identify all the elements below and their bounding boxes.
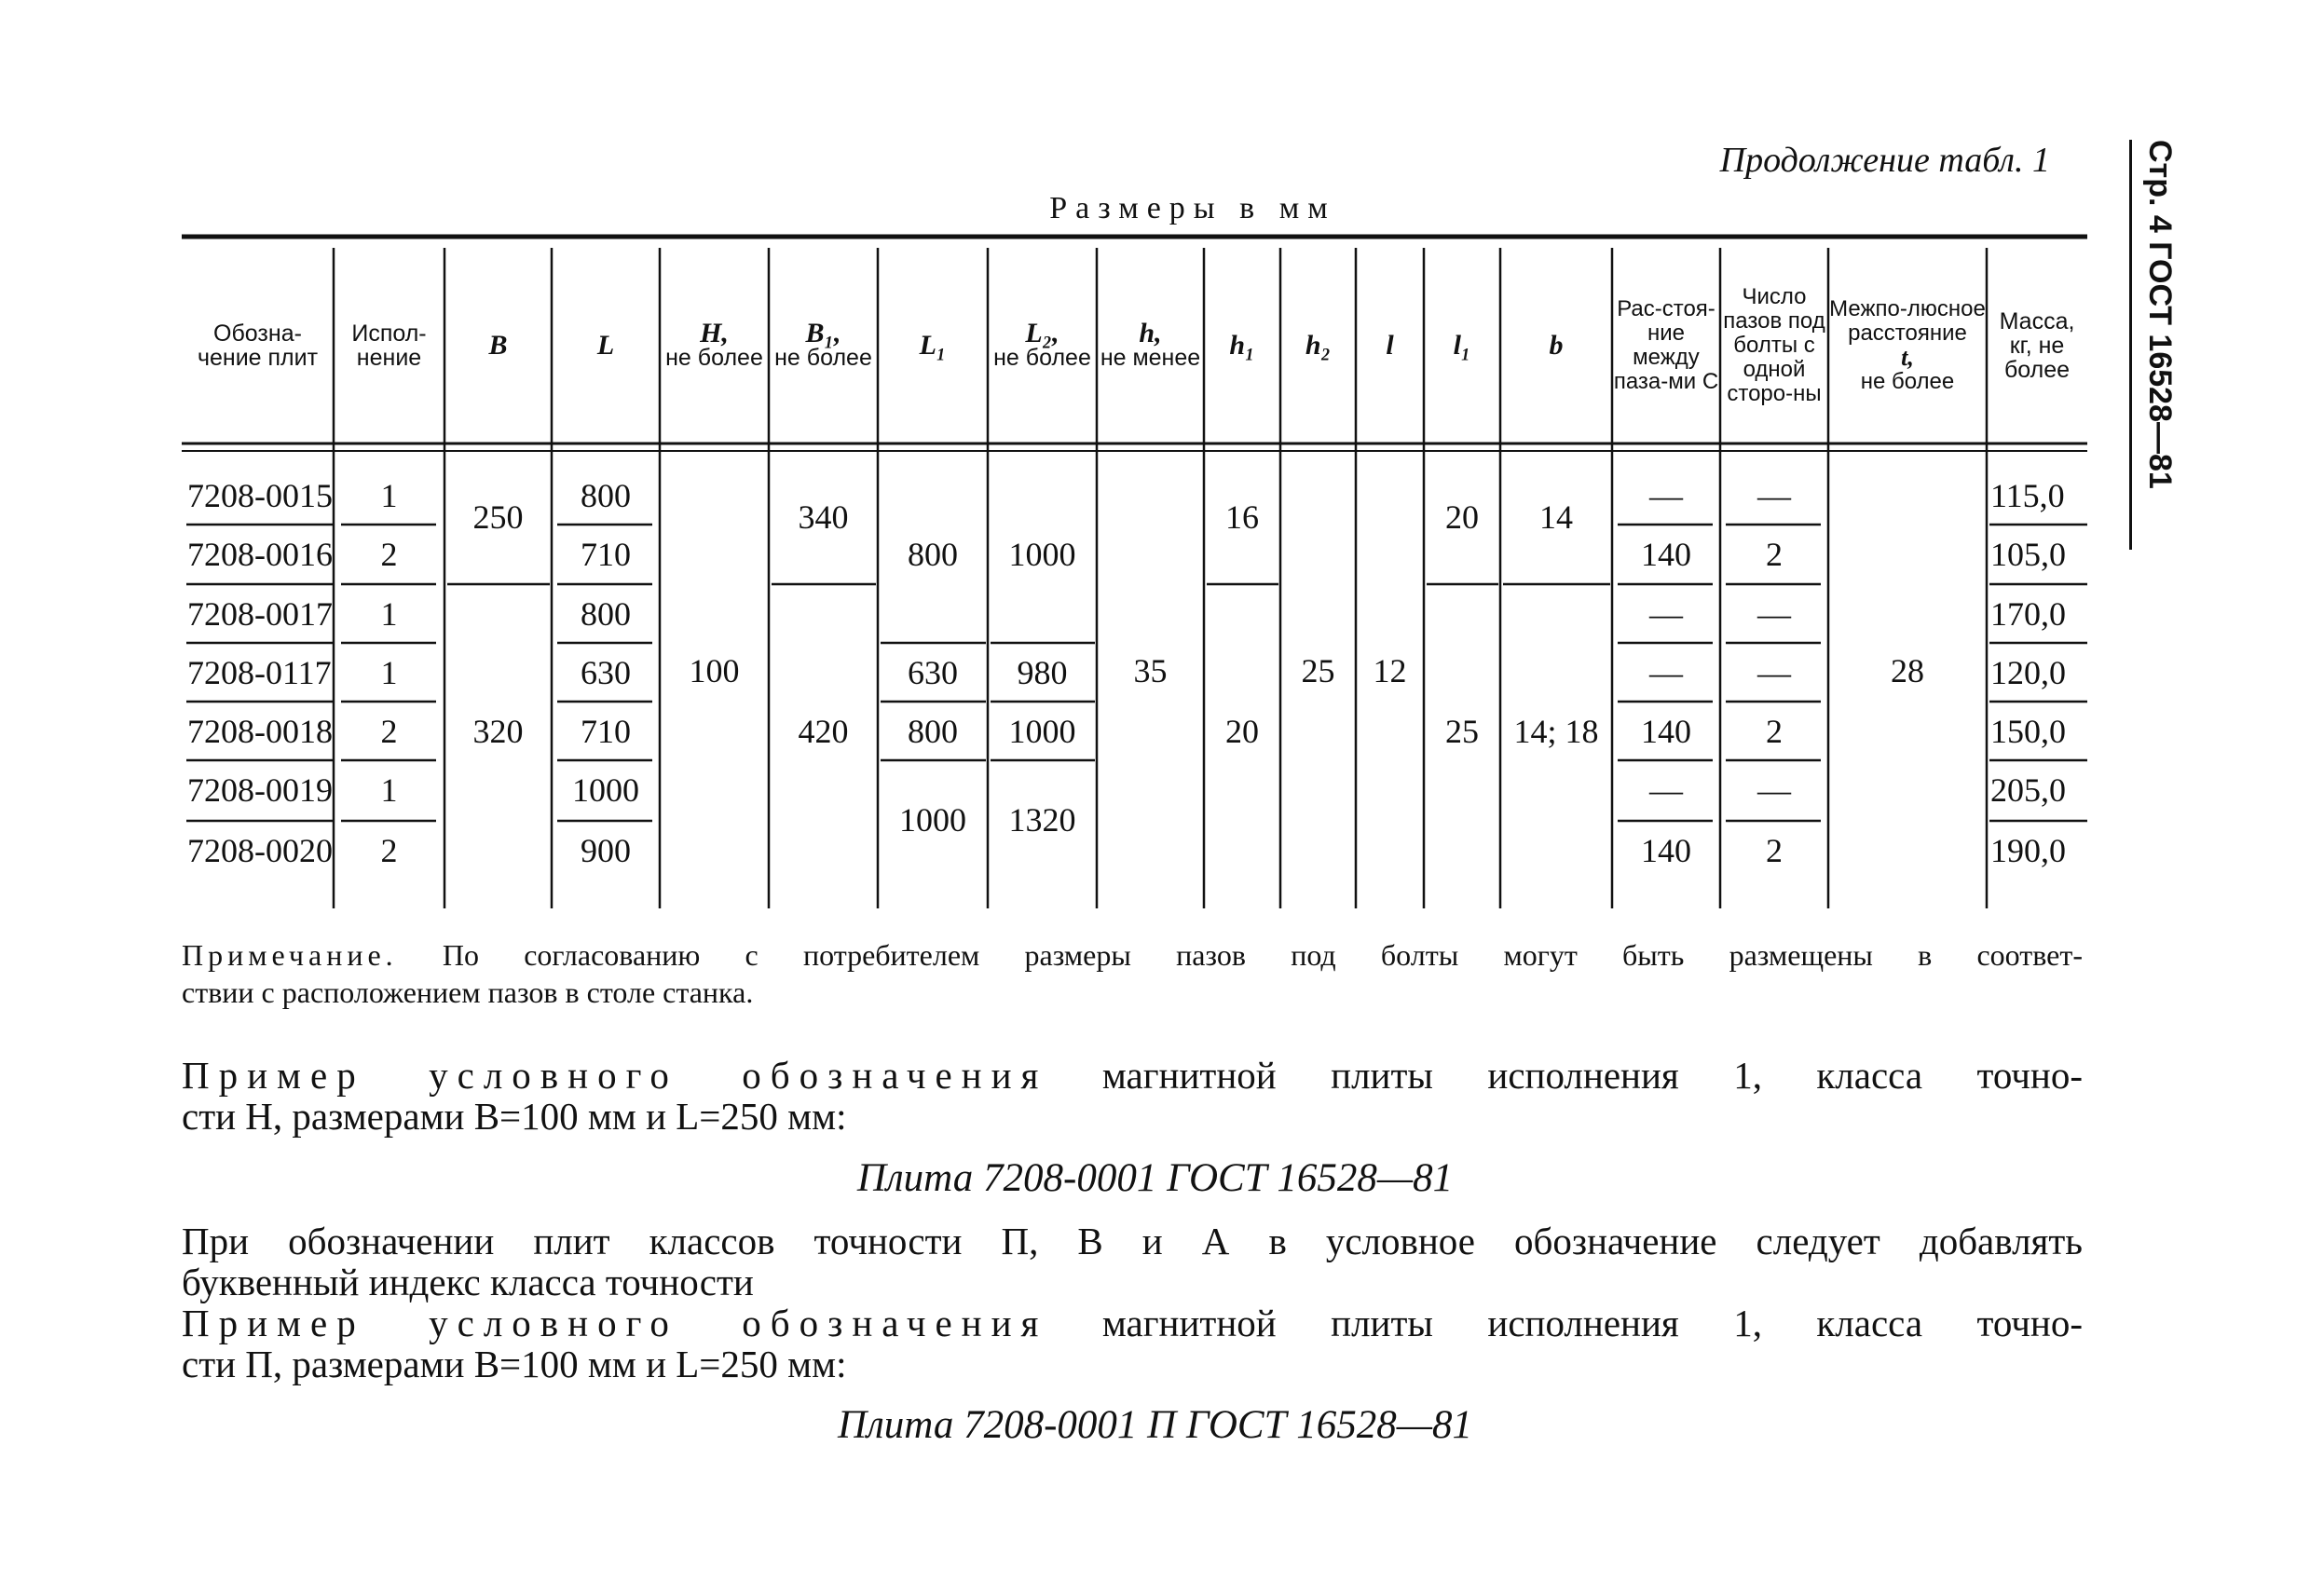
cell-slot-count: 2 (1766, 712, 1783, 750)
header-l (1356, 248, 1424, 443)
example-1-lead: Пример условного обозначения (182, 1054, 1048, 1097)
class-index-line-1: При обозначении плит классов точности П, В и А в условное обозначение следует добавлять (182, 1220, 2083, 1262)
cell-version: 2 (380, 831, 398, 869)
cell-B-250: 250 (472, 498, 524, 536)
cell-L2-a: 1000 (1008, 536, 1076, 573)
header-L2 (988, 248, 1097, 443)
header-B-symbol: B (488, 330, 508, 361)
cell-L: 800 (581, 594, 631, 633)
header-L1 (878, 248, 988, 443)
header-B1 (769, 248, 878, 443)
header-l1 (1424, 248, 1500, 443)
example-1-paragraph (182, 1055, 2083, 1137)
header-l-symbol: l (1386, 330, 1394, 361)
header-h1-symbol: h₁ (1229, 330, 1255, 361)
header-H-symbol: H, (700, 318, 729, 348)
cell-slot-distance: 140 (1641, 535, 1691, 573)
cell-L2-b: 980 (1017, 653, 1068, 691)
cell-L: 800 (581, 476, 631, 514)
cell-slot-count: 2 (1766, 831, 1783, 869)
cell-L2-c: 1000 (1008, 712, 1076, 750)
header-slot-count: Число пазов под болты с одной сторо-ны (1723, 284, 1825, 406)
header-L2-text: не более (993, 345, 1091, 371)
cell-designation: 7208-0015 (187, 476, 333, 514)
cell-h2: 25 (1301, 652, 1335, 689)
cell-designation: 7208-0017 (187, 594, 333, 633)
cell-slot-distance: 140 (1641, 712, 1691, 750)
cell-version: 2 (380, 712, 398, 750)
cell-slot-distance: — (1649, 653, 1683, 691)
header-B1-text: не более (774, 345, 872, 371)
example-2-designation: Плита 7208-0001 П ГОСТ 16528—81 (837, 1403, 1473, 1447)
cell-H: 100 (689, 652, 740, 689)
example-2-paragraph (182, 1303, 2083, 1385)
cell-designation: 7208-0020 (187, 831, 333, 869)
header-B1-symbol: B₁, (805, 318, 841, 348)
header-b (1500, 248, 1612, 443)
table-continued-label: Продолжение табл. 1 (1719, 141, 2050, 180)
header-h (1097, 248, 1204, 443)
cell-slot-distance: — (1649, 476, 1683, 514)
cell-designation: 7208-0117 (187, 653, 332, 691)
cell-L: 1000 (572, 771, 639, 809)
header-L-symbol: L (596, 330, 615, 361)
cell-B-320: 320 (472, 712, 524, 750)
cell-mass: 120,0 (1990, 653, 2066, 691)
cell-L1-a: 800 (908, 536, 958, 573)
cell-L1-d: 1000 (899, 801, 966, 839)
example-2-line-1 (182, 1303, 2083, 1344)
header-h-text: не менее (1100, 345, 1201, 371)
header-L2-symbol: L₂, (1025, 318, 1059, 348)
cell-slot-count: — (1757, 476, 1791, 514)
cell-version: 1 (380, 653, 398, 691)
cell-L: 710 (581, 712, 631, 750)
header-h-symbol: h, (1139, 318, 1162, 348)
header-designation: Обозна-чение плит (197, 321, 319, 371)
page-standard-number: Стр. 4 ГОСТ 16528—81 (2142, 140, 2178, 489)
cell-L: 900 (581, 831, 631, 869)
header-mass: Масса, кг, не более (1999, 308, 2075, 383)
header-h2 (1280, 248, 1356, 443)
cell-version: 1 (380, 476, 398, 514)
note-line-2: ствии с расположением пазов в столе станка. (182, 975, 754, 1009)
cell-mass: 170,0 (1990, 594, 2066, 633)
cell-mass: 205,0 (1990, 771, 2066, 809)
header-slot-distance: Рас-стоя-ние между паза-ми C (1613, 296, 1719, 394)
header-L (552, 248, 660, 443)
example-2-rest: магнитной плиты исполнения 1, класса точно- (1101, 1302, 2083, 1344)
cell-h1-16: 16 (1225, 498, 1259, 536)
cell-h: 35 (1133, 652, 1168, 689)
cell-slot-distance: — (1649, 771, 1683, 809)
header-H (660, 248, 769, 443)
cell-version: 1 (380, 771, 398, 809)
cell-designation: 7208-0018 (187, 712, 333, 750)
cell-version: 1 (380, 594, 398, 633)
cell-slot-count: — (1757, 653, 1791, 691)
header-b-symbol: b (1549, 330, 1564, 361)
cell-b-14: 14 (1539, 498, 1573, 536)
cell-slot-count: 2 (1766, 535, 1783, 573)
cell-mass: 190,0 (1990, 831, 2066, 869)
header-pole-distance (1828, 248, 1987, 443)
cell-mass: 115,0 (1990, 476, 2065, 514)
cell-l: 12 (1373, 652, 1407, 689)
cell-mass: 150,0 (1990, 712, 2066, 750)
header-version: Испол-нение (351, 321, 427, 371)
header-pole-distance-limit: не более (1860, 369, 1955, 394)
cell-designation: 7208-0016 (187, 535, 333, 573)
example-1-line-1 (182, 1055, 2083, 1096)
cell-slot-count: — (1757, 594, 1791, 633)
class-index-paragraph (182, 1221, 2083, 1303)
cell-pole-distance: 28 (1891, 652, 1924, 689)
cell-L: 630 (581, 653, 631, 691)
header-B (444, 248, 552, 443)
note-line-1 (182, 936, 2083, 974)
cell-h1-20: 20 (1225, 712, 1259, 750)
cell-L1-b: 630 (908, 653, 958, 691)
example-1-designation: Плита 7208-0001 ГОСТ 16528—81 (856, 1156, 1454, 1200)
cell-mass: 105,0 (1990, 535, 2066, 573)
cell-b-14-18: 14; 18 (1513, 712, 1599, 750)
example-2-lead: Пример условного обозначения (182, 1302, 1048, 1344)
note-label: Примечание. (182, 938, 398, 972)
units-label: Размеры в мм (1049, 191, 1336, 225)
cell-version: 2 (380, 535, 398, 573)
cell-L: 710 (581, 535, 631, 573)
cell-designation: 7208-0019 (187, 771, 333, 809)
cell-l1-20: 20 (1445, 498, 1479, 536)
header-H-text: не более (665, 345, 763, 371)
cell-B1-420: 420 (798, 712, 849, 750)
header-l1-symbol: l₁ (1453, 330, 1471, 361)
header-h1 (1204, 248, 1280, 443)
note-text: По согласованию с потребителем размеры пазов под болты могут быть размещены в соответ- (442, 938, 2084, 972)
example-2-line-2: сти П, размерами B=100 мм и L=250 мм: (182, 1343, 847, 1385)
table-note (182, 936, 2083, 1011)
cell-L1-c: 800 (908, 712, 958, 750)
header-pole-distance-text: Межпо-люсное расстояние (1829, 296, 1986, 346)
header-L1-symbol: L₁ (919, 330, 947, 361)
header-h2-symbol: h₂ (1305, 330, 1332, 361)
example-1-line-2: сти Н, размерами B=100 мм и L=250 мм: (182, 1095, 847, 1138)
example-1-rest: магнитной плиты исполнения 1, класса точно- (1101, 1054, 2083, 1097)
class-index-line-2: буквенный индекс класса точности (182, 1261, 754, 1303)
cell-l1-25: 25 (1445, 712, 1479, 750)
cell-B1-340: 340 (798, 498, 849, 536)
cell-L2-d: 1320 (1008, 801, 1076, 839)
cell-slot-distance: — (1649, 594, 1683, 633)
header-pole-distance-symbol: t, (1901, 344, 1914, 371)
cell-slot-distance: 140 (1641, 831, 1691, 869)
cell-slot-count: — (1757, 771, 1791, 809)
